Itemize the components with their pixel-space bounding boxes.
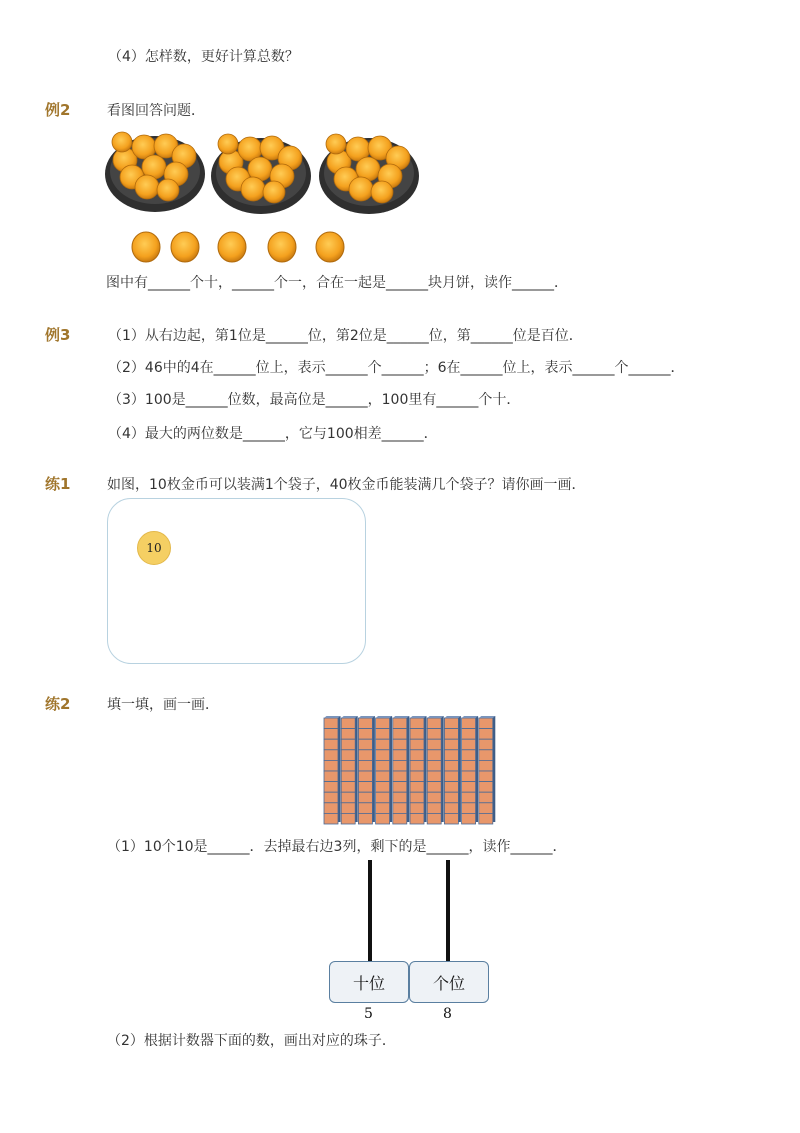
unit-block [444, 782, 458, 793]
practice1-label: 练1 [45, 475, 71, 493]
tens-value: 5 [364, 1006, 373, 1022]
unit-block [393, 718, 407, 729]
unit-block [462, 782, 476, 793]
unit-block [462, 750, 476, 761]
unit-block [427, 782, 441, 793]
unit-block [341, 782, 355, 793]
unit-block [393, 803, 407, 814]
unit-block [324, 792, 338, 803]
unit-block [410, 750, 424, 761]
unit-block [324, 739, 338, 750]
intro-question: （4）怎样数，更好计算总数？ [108, 49, 299, 65]
block-column [444, 716, 461, 824]
mooncake-5 [316, 232, 344, 262]
unit-block [427, 760, 441, 771]
unit-block [410, 760, 424, 771]
unit-block [410, 813, 424, 824]
unit-block [410, 792, 424, 803]
unit-block [358, 750, 372, 761]
plate-3 [319, 134, 419, 214]
unit-block [462, 803, 476, 814]
unit-block [479, 803, 493, 814]
unit-block [393, 792, 407, 803]
unit-block [341, 750, 355, 761]
block-column [358, 716, 375, 824]
unit-block [462, 813, 476, 824]
unit-block [376, 718, 390, 729]
unit-block [444, 729, 458, 740]
unit-block [462, 739, 476, 750]
unit-block [358, 739, 372, 750]
example3-line-3: （3）100是______位数，最高位是______，100里有______个十． [108, 392, 521, 408]
unit-block [444, 718, 458, 729]
unit-block [427, 750, 441, 761]
unit-block [479, 739, 493, 750]
unit-block [479, 813, 493, 824]
unit-block [324, 760, 338, 771]
unit-block [358, 729, 372, 740]
unit-block [358, 760, 372, 771]
unit-block [376, 739, 390, 750]
unit-block [376, 760, 390, 771]
unit-block [324, 771, 338, 782]
unit-block [479, 729, 493, 740]
tens-rod [368, 860, 372, 962]
unit-block [427, 803, 441, 814]
unit-block [393, 771, 407, 782]
unit-block [479, 771, 493, 782]
block-column [341, 716, 358, 824]
unit-block [341, 718, 355, 729]
example3-label: 例3 [45, 326, 71, 344]
practice1-prompt: 如图，10枚金币可以装满1个袋子，40枚金币能装满几个袋子？请你画一画． [107, 477, 586, 493]
unit-block [341, 739, 355, 750]
unit-block [427, 729, 441, 740]
unit-block [324, 729, 338, 740]
unit-block [444, 750, 458, 761]
block-column [376, 716, 393, 824]
practice2-q1: （1）10个10是______．去掉最右边3列，剩下的是______，读作______． [107, 839, 567, 855]
mooncake-1 [132, 232, 160, 262]
unit-block [410, 771, 424, 782]
block-column [410, 716, 427, 824]
unit-block [376, 750, 390, 761]
unit-block [358, 771, 372, 782]
unit-block [341, 803, 355, 814]
unit-block [479, 750, 493, 761]
unit-block [393, 729, 407, 740]
unit-block [393, 739, 407, 750]
unit-block [393, 813, 407, 824]
unit-block [324, 718, 338, 729]
block-column [427, 716, 444, 824]
example2-question: 图中有______个十，______个一，合在一起是______块月饼，读作______． [106, 275, 568, 291]
unit-block [341, 792, 355, 803]
unit-block [444, 739, 458, 750]
unit-block [393, 750, 407, 761]
unit-block [462, 771, 476, 782]
unit-block [410, 803, 424, 814]
practice2-q2: （2）根据计数器下面的数，画出对应的珠子． [107, 1033, 396, 1049]
unit-block [462, 729, 476, 740]
block-column [462, 716, 479, 824]
unit-block [393, 782, 407, 793]
unit-block [376, 729, 390, 740]
unit-block [324, 750, 338, 761]
unit-block [358, 803, 372, 814]
unit-block [444, 771, 458, 782]
unit-block [479, 760, 493, 771]
example2-label: 例2 [45, 101, 71, 119]
practice2-prompt: 填一填，画一画． [107, 697, 219, 713]
unit-block [479, 792, 493, 803]
mooncake-3 [218, 232, 246, 262]
unit-block [410, 739, 424, 750]
example2-prompt: 看图回答问题． [107, 103, 205, 119]
unit-block [427, 718, 441, 729]
unit-block [410, 729, 424, 740]
unit-block [341, 771, 355, 782]
unit-block [358, 792, 372, 803]
unit-block [358, 782, 372, 793]
ones-rod [446, 860, 450, 962]
tens-place-box: 十位 [329, 961, 409, 1003]
unit-block [444, 792, 458, 803]
ones-value: 8 [443, 1006, 452, 1022]
unit-block [410, 718, 424, 729]
loose-mooncakes [126, 229, 356, 265]
block-column [324, 716, 341, 824]
unit-block [324, 803, 338, 814]
unit-block [376, 803, 390, 814]
unit-block [376, 792, 390, 803]
unit-block [462, 792, 476, 803]
example3-line-2: （2）46中的4在______位上，表示______个______；6在______位上，表示______个______． [108, 360, 685, 376]
example3-line-4: （4）最大的两位数是______，它与100相差______． [108, 426, 438, 442]
unit-block [393, 760, 407, 771]
ten-columns-blocks [322, 714, 497, 832]
unit-block [427, 771, 441, 782]
unit-block [444, 760, 458, 771]
ones-place-box: 个位 [409, 961, 489, 1003]
unit-block [324, 813, 338, 824]
mooncake-4 [268, 232, 296, 262]
block-column [393, 716, 410, 824]
block-column [479, 716, 496, 824]
unit-block [376, 813, 390, 824]
unit-block [324, 782, 338, 793]
unit-block [341, 813, 355, 824]
mooncake-2 [171, 232, 199, 262]
unit-block [444, 813, 458, 824]
plate-2 [211, 134, 311, 214]
unit-block [427, 813, 441, 824]
unit-block [479, 718, 493, 729]
unit-block [376, 771, 390, 782]
unit-block [410, 782, 424, 793]
unit-block [341, 760, 355, 771]
gold-coin: 10 [137, 531, 171, 565]
drawing-box[interactable] [107, 498, 366, 664]
example3-line-1: （1）从右边起，第1位是______位，第2位是______位，第______位是百位． [108, 328, 583, 344]
unit-block [444, 803, 458, 814]
unit-block [427, 739, 441, 750]
unit-block [376, 782, 390, 793]
practice2-label: 练2 [45, 695, 71, 713]
unit-block [462, 718, 476, 729]
mooncake-plates [102, 122, 432, 222]
unit-block [341, 729, 355, 740]
unit-block [358, 718, 372, 729]
plate-1 [105, 132, 205, 212]
unit-block [462, 760, 476, 771]
unit-block [427, 792, 441, 803]
unit-block [358, 813, 372, 824]
unit-block [479, 782, 493, 793]
